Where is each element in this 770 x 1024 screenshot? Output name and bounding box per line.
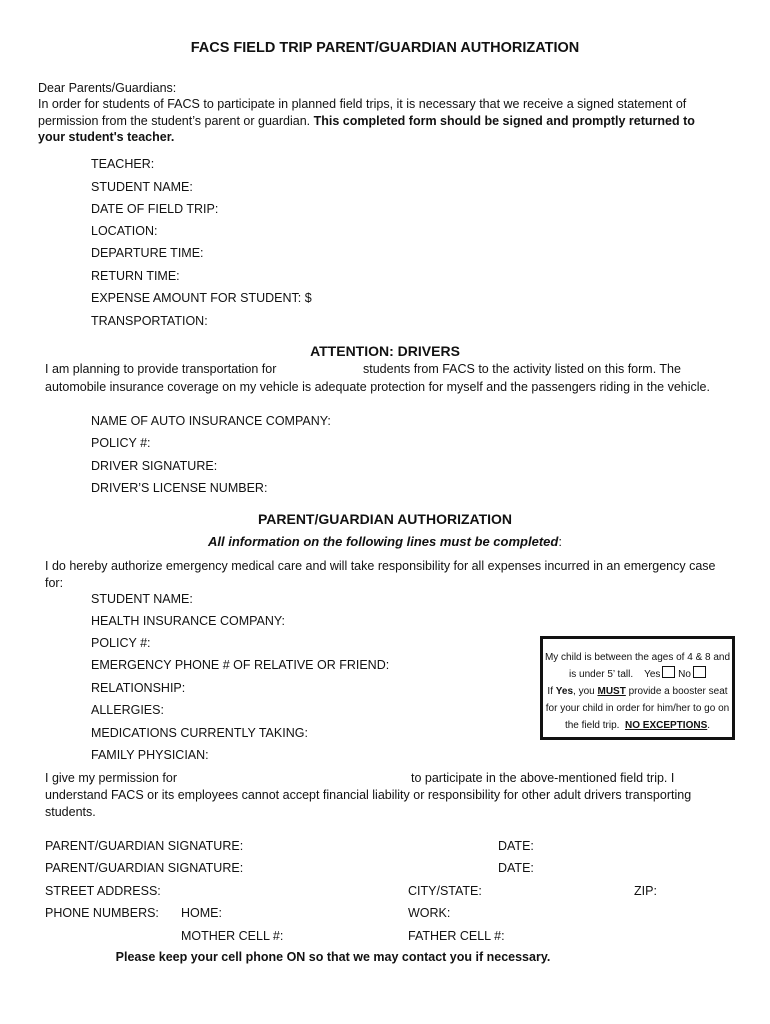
authorization-subheading-colon: : xyxy=(558,534,562,549)
permission-part2: to participate in the above-mentioned field trip. I xyxy=(411,771,675,785)
signature-date-1: DATE: xyxy=(498,839,534,853)
intro-greeting: Dear Parents/Guardians: xyxy=(38,81,177,95)
city-state-label: CITY/STATE: xyxy=(408,884,482,898)
drivers-text-line2: automobile insurance coverage on my vehicle is adequate protection for myself and the passengers riding in the vehicle. xyxy=(45,380,710,394)
booster-line4: for your child in order for him/her to go on xyxy=(545,703,730,714)
booster-no-label: No xyxy=(678,669,691,680)
drivers-heading: ATTENTION: DRIVERS xyxy=(310,343,460,359)
booster-line3-must: MUST xyxy=(597,686,626,697)
field-transportation: TRANSPORTATION: xyxy=(91,314,208,328)
field-family-physician: FAMILY PHYSICIAN: xyxy=(91,748,209,762)
intro-body-bold: This completed form should be signed and promptly returned to your student's teacher. xyxy=(38,113,695,144)
mother-cell-label: MOTHER CELL #: xyxy=(181,929,284,943)
zip-label: ZIP: xyxy=(634,884,657,898)
field-teacher: TEACHER: xyxy=(91,157,155,171)
work-phone-label: WORK: xyxy=(408,906,451,920)
authorization-heading: PARENT/GUARDIAN AUTHORIZATION xyxy=(257,511,513,527)
booster-line3-yes: Yes xyxy=(555,686,574,697)
booster-line5-period: . xyxy=(707,720,711,731)
field-location: LOCATION: xyxy=(91,224,158,238)
authorization-text: I do hereby authorize emergency medical care and will take responsibility for all expenses incurred in an emergency case for: xyxy=(45,559,716,590)
booster-line3-provide: provide a booster seat xyxy=(628,686,728,697)
booster-line5-text: the field trip. xyxy=(564,720,620,731)
parent-signature-2: PARENT/GUARDIAN SIGNATURE: xyxy=(45,861,244,875)
field-expense-amount: EXPENSE AMOUNT FOR STUDENT: $ xyxy=(91,291,312,305)
field-auth-policy: POLICY #: xyxy=(91,636,151,650)
field-health-insurance: HEALTH INSURANCE COMPANY: xyxy=(91,614,286,628)
booster-yes-checkbox[interactable] xyxy=(662,666,675,678)
booster-line5 xyxy=(543,717,732,734)
page-title: FACS FIELD TRIP PARENT/GUARDIAN AUTHORIZATION xyxy=(190,40,580,56)
booster-line2 xyxy=(543,666,732,683)
drivers-text-part1: I am planning to provide transportation for xyxy=(45,362,277,376)
signature-date-2: DATE: xyxy=(498,861,534,875)
field-relationship: RELATIONSHIP: xyxy=(91,681,186,695)
drivers-text-part2: students from FACS to the activity listed on this form. The xyxy=(363,362,681,376)
authorization-subheading-text: All information on the following lines must be completed xyxy=(208,534,559,549)
street-address-label: STREET ADDRESS: xyxy=(45,884,161,898)
field-student-name: STUDENT NAME: xyxy=(91,180,193,194)
father-cell-label: FATHER CELL #: xyxy=(408,929,505,943)
field-driver-signature: DRIVER SIGNATURE: xyxy=(91,459,218,473)
intro-paragraph xyxy=(38,96,718,146)
booster-yes-label: Yes xyxy=(644,669,661,680)
field-trip-date: DATE OF FIELD TRIP: xyxy=(91,202,219,216)
booster-line2-text: is under 5’ tall. xyxy=(569,669,634,680)
field-emergency-phone: EMERGENCY PHONE # OF RELATIVE OR FRIEND: xyxy=(91,658,390,672)
phone-numbers-label: PHONE NUMBERS: xyxy=(45,906,159,920)
permission-line3: students. xyxy=(45,805,96,819)
field-departure-time: DEPARTURE TIME: xyxy=(91,246,204,260)
intro-body: In order for students of FACS to participate in planned field trips, it is necessary that we receive a signed statement of permission from the student’s parent or guardian. xyxy=(38,97,687,128)
field-medications: MEDICATIONS CURRENTLY TAKING: xyxy=(91,726,308,740)
booster-line3 xyxy=(543,683,732,700)
field-auto-insurance: NAME OF AUTO INSURANCE COMPANY: xyxy=(91,414,331,428)
parent-signature-1: PARENT/GUARDIAN SIGNATURE: xyxy=(45,839,244,853)
permission-line2: understand FACS or its employees cannot accept financial liability or responsibility for other adult drivers transporting xyxy=(45,788,692,802)
field-driver-policy: POLICY #: xyxy=(91,436,151,450)
booster-line1: My child is between the ages of 4 & 8 and xyxy=(544,652,731,663)
booster-no-checkbox[interactable] xyxy=(693,666,706,678)
home-phone-label: HOME: xyxy=(181,906,222,920)
field-driver-license: DRIVER’S LICENSE NUMBER: xyxy=(91,481,268,495)
footer-note: Please keep your cell phone ON so that we may contact you if necessary. xyxy=(115,950,551,964)
booster-seat-notice xyxy=(540,636,735,740)
permission-part1: I give my permission for xyxy=(45,771,177,785)
authorization-subheading xyxy=(0,534,770,549)
booster-line3-you: , you xyxy=(573,686,595,697)
booster-line3-if: If xyxy=(547,686,553,697)
field-allergies: ALLERGIES: xyxy=(91,703,164,717)
field-auth-student-name: STUDENT NAME: xyxy=(91,592,193,606)
field-return-time: RETURN TIME: xyxy=(91,269,180,283)
booster-no-exceptions: NO EXCEPTIONS xyxy=(625,720,708,731)
